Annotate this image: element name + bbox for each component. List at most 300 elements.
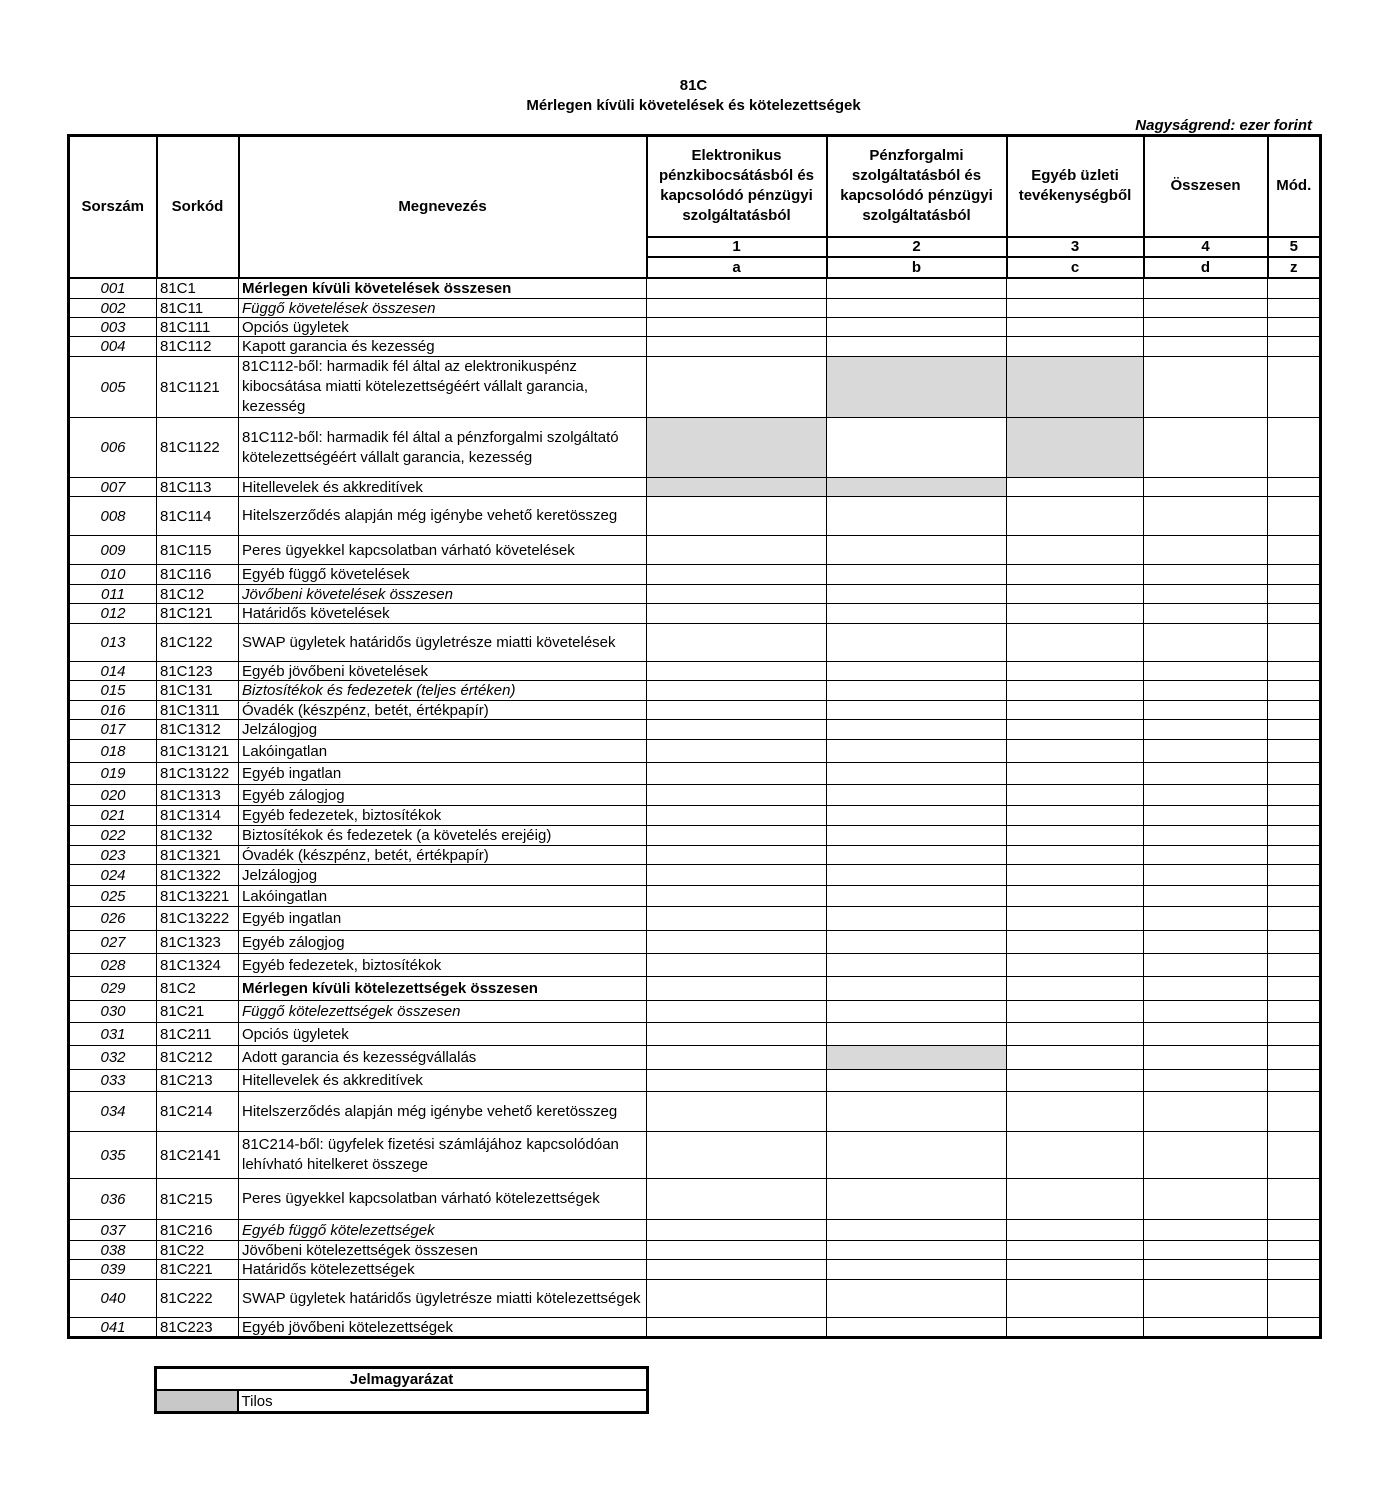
header-num-4: 4 xyxy=(1144,237,1268,257)
input-cell-a[interactable] xyxy=(647,865,827,886)
input-cell-b[interactable] xyxy=(827,1092,1007,1132)
input-cell-c[interactable] xyxy=(1007,478,1144,497)
input-cell-z[interactable] xyxy=(1268,1132,1321,1179)
input-cell-b[interactable] xyxy=(827,1318,1007,1338)
input-cell-d[interactable] xyxy=(1144,886,1268,907)
input-cell-b[interactable] xyxy=(827,865,1007,886)
row-code: 81C214 xyxy=(157,1092,239,1132)
row-name: 81C112-ből: harmadik fél által a pénzforgalmi szolgáltató kötelezettségéért vállalt garancia, kezesség xyxy=(239,418,647,478)
row-name: Egyéb zálogjog xyxy=(239,785,647,806)
input-cell-b[interactable] xyxy=(827,846,1007,865)
input-cell-z[interactable] xyxy=(1268,1220,1321,1241)
table-row xyxy=(69,585,1321,604)
input-cell-z[interactable] xyxy=(1268,865,1321,886)
input-cell-a[interactable] xyxy=(647,1070,827,1092)
input-cell-b[interactable] xyxy=(827,954,1007,977)
input-cell-z[interactable] xyxy=(1268,1260,1321,1280)
input-cell-b[interactable] xyxy=(827,681,1007,701)
input-cell-c[interactable] xyxy=(1007,740,1144,763)
input-cell-z[interactable] xyxy=(1268,1001,1321,1023)
input-cell-c[interactable] xyxy=(1007,1046,1144,1070)
row-name: Határidős követelések xyxy=(239,604,647,624)
input-cell-z[interactable] xyxy=(1268,931,1321,954)
input-cell-b[interactable] xyxy=(827,886,1007,907)
input-cell-d[interactable] xyxy=(1144,478,1268,497)
row-code: 81C115 xyxy=(157,536,239,565)
input-cell-a[interactable] xyxy=(647,1001,827,1023)
row-number: 013 xyxy=(69,624,157,662)
row-number: 014 xyxy=(69,662,157,681)
row-name: Biztosítékok és fedezetek (teljes értéken) xyxy=(239,681,647,701)
input-cell-b[interactable] xyxy=(827,278,1007,299)
input-cell-z[interactable] xyxy=(1268,886,1321,907)
input-cell-z[interactable] xyxy=(1268,701,1321,720)
table-row xyxy=(69,1220,1321,1241)
input-cell-a[interactable] xyxy=(647,318,827,337)
input-cell-b[interactable] xyxy=(827,1241,1007,1260)
input-cell-c[interactable] xyxy=(1007,585,1144,604)
row-number: 028 xyxy=(69,954,157,977)
input-cell-d[interactable] xyxy=(1144,1260,1268,1280)
input-cell-a[interactable] xyxy=(647,662,827,681)
input-cell-c[interactable] xyxy=(1007,1318,1144,1338)
input-cell-d[interactable] xyxy=(1144,278,1268,299)
input-cell-c[interactable] xyxy=(1007,299,1144,318)
input-cell-a[interactable] xyxy=(647,720,827,740)
row-name: Egyéb zálogjog xyxy=(239,931,647,954)
input-cell-z[interactable] xyxy=(1268,763,1321,785)
row-number: 009 xyxy=(69,536,157,565)
input-cell-z[interactable] xyxy=(1268,681,1321,701)
forbidden-cell-a xyxy=(647,418,827,478)
input-cell-z[interactable] xyxy=(1268,785,1321,806)
input-cell-c[interactable] xyxy=(1007,1280,1144,1318)
input-cell-b[interactable] xyxy=(827,565,1007,585)
input-cell-z[interactable] xyxy=(1268,907,1321,931)
report-table xyxy=(67,134,1322,1339)
table-row xyxy=(69,907,1321,931)
row-number: 041 xyxy=(69,1318,157,1338)
row-number: 040 xyxy=(69,1280,157,1318)
input-cell-a[interactable] xyxy=(647,1046,827,1070)
row-name: 81C214-ből: ügyfelek fizetési számlájához kapcsolódóan lehívható hitelkeret összege xyxy=(239,1132,647,1179)
input-cell-a[interactable] xyxy=(647,536,827,565)
row-number: 015 xyxy=(69,681,157,701)
forbidden-cell-c xyxy=(1007,357,1144,418)
row-name: Egyéb fedezetek, biztosítékok xyxy=(239,954,647,977)
input-cell-d[interactable] xyxy=(1144,1280,1268,1318)
table-row xyxy=(69,478,1321,497)
row-name: Függő kötelezettségek összesen xyxy=(239,1001,647,1023)
input-cell-b[interactable] xyxy=(827,536,1007,565)
input-cell-d[interactable] xyxy=(1144,497,1268,536)
input-cell-d[interactable] xyxy=(1144,977,1268,1001)
input-cell-z[interactable] xyxy=(1268,806,1321,826)
row-name: Mérlegen kívüli kötelezettségek összesen xyxy=(239,977,647,1001)
input-cell-c[interactable] xyxy=(1007,1023,1144,1046)
input-cell-b[interactable] xyxy=(827,1132,1007,1179)
input-cell-z[interactable] xyxy=(1268,977,1321,1001)
input-cell-b[interactable] xyxy=(827,763,1007,785)
row-name: Lakóingatlan xyxy=(239,886,647,907)
input-cell-c[interactable] xyxy=(1007,785,1144,806)
input-cell-d[interactable] xyxy=(1144,1132,1268,1179)
input-cell-c[interactable] xyxy=(1007,701,1144,720)
input-cell-c[interactable] xyxy=(1007,1092,1144,1132)
input-cell-d[interactable] xyxy=(1144,1179,1268,1220)
input-cell-d[interactable] xyxy=(1144,585,1268,604)
row-name: Egyéb függő követelések xyxy=(239,565,647,585)
input-cell-z[interactable] xyxy=(1268,954,1321,977)
row-name: Egyéb ingatlan xyxy=(239,763,647,785)
input-cell-a[interactable] xyxy=(647,785,827,806)
input-cell-d[interactable] xyxy=(1144,604,1268,624)
input-cell-d[interactable] xyxy=(1144,1001,1268,1023)
input-cell-z[interactable] xyxy=(1268,478,1321,497)
input-cell-a[interactable] xyxy=(647,763,827,785)
row-code: 81C123 xyxy=(157,662,239,681)
input-cell-c[interactable] xyxy=(1007,1241,1144,1260)
input-cell-a[interactable] xyxy=(647,1132,827,1179)
input-cell-z[interactable] xyxy=(1268,299,1321,318)
input-cell-c[interactable] xyxy=(1007,846,1144,865)
table-row xyxy=(69,1132,1321,1179)
input-cell-a[interactable] xyxy=(647,681,827,701)
row-code: 81C13221 xyxy=(157,886,239,907)
input-cell-b[interactable] xyxy=(827,1001,1007,1023)
input-cell-z[interactable] xyxy=(1268,1179,1321,1220)
input-cell-a[interactable] xyxy=(647,1241,827,1260)
header-megnevezes: Megnevezés xyxy=(239,136,647,278)
input-cell-c[interactable] xyxy=(1007,720,1144,740)
input-cell-z[interactable] xyxy=(1268,497,1321,536)
input-cell-b[interactable] xyxy=(827,337,1007,357)
row-name: Jövőbeni követelések összesen xyxy=(239,585,647,604)
input-cell-d[interactable] xyxy=(1144,536,1268,565)
table-row xyxy=(69,720,1321,740)
input-cell-z[interactable] xyxy=(1268,826,1321,846)
input-cell-b[interactable] xyxy=(827,826,1007,846)
input-cell-z[interactable] xyxy=(1268,536,1321,565)
input-cell-b[interactable] xyxy=(827,318,1007,337)
input-cell-c[interactable] xyxy=(1007,565,1144,585)
input-cell-c[interactable] xyxy=(1007,1260,1144,1280)
input-cell-d[interactable] xyxy=(1144,1318,1268,1338)
input-cell-c[interactable] xyxy=(1007,318,1144,337)
input-cell-b[interactable] xyxy=(827,1260,1007,1280)
input-cell-c[interactable] xyxy=(1007,907,1144,931)
input-cell-b[interactable] xyxy=(827,1023,1007,1046)
row-name: Jelzálogjog xyxy=(239,720,647,740)
input-cell-d[interactable] xyxy=(1144,954,1268,977)
input-cell-a[interactable] xyxy=(647,931,827,954)
input-cell-z[interactable] xyxy=(1268,662,1321,681)
row-code: 81C1122 xyxy=(157,418,239,478)
input-cell-z[interactable] xyxy=(1268,624,1321,662)
input-cell-a[interactable] xyxy=(647,565,827,585)
input-cell-d[interactable] xyxy=(1144,662,1268,681)
input-cell-a[interactable] xyxy=(647,1280,827,1318)
row-number: 023 xyxy=(69,846,157,865)
table-row xyxy=(69,785,1321,806)
input-cell-c[interactable] xyxy=(1007,681,1144,701)
input-cell-b[interactable] xyxy=(827,624,1007,662)
header-num-1: 1 xyxy=(647,237,827,257)
row-code: 81C112 xyxy=(157,337,239,357)
input-cell-a[interactable] xyxy=(647,954,827,977)
input-cell-a[interactable] xyxy=(647,886,827,907)
row-code: 81C1311 xyxy=(157,701,239,720)
input-cell-z[interactable] xyxy=(1268,337,1321,357)
input-cell-d[interactable] xyxy=(1144,1092,1268,1132)
input-cell-b[interactable] xyxy=(827,740,1007,763)
input-cell-b[interactable] xyxy=(827,662,1007,681)
input-cell-d[interactable] xyxy=(1144,1220,1268,1241)
input-cell-c[interactable] xyxy=(1007,954,1144,977)
input-cell-c[interactable] xyxy=(1007,662,1144,681)
row-code: 81C1314 xyxy=(157,806,239,826)
input-cell-b[interactable] xyxy=(827,720,1007,740)
input-cell-d[interactable] xyxy=(1144,624,1268,662)
input-cell-d[interactable] xyxy=(1144,1241,1268,1260)
input-cell-b[interactable] xyxy=(827,1280,1007,1318)
row-code: 81C12 xyxy=(157,585,239,604)
input-cell-c[interactable] xyxy=(1007,763,1144,785)
input-cell-d[interactable] xyxy=(1144,720,1268,740)
row-name: Óvadék (készpénz, betét, értékpapír) xyxy=(239,846,647,865)
input-cell-d[interactable] xyxy=(1144,1070,1268,1092)
table-row xyxy=(69,846,1321,865)
row-code: 81C212 xyxy=(157,1046,239,1070)
row-code: 81C13222 xyxy=(157,907,239,931)
input-cell-a[interactable] xyxy=(647,826,827,846)
input-cell-a[interactable] xyxy=(647,1092,827,1132)
row-number: 012 xyxy=(69,604,157,624)
input-cell-z[interactable] xyxy=(1268,318,1321,337)
input-cell-d[interactable] xyxy=(1144,785,1268,806)
header-col4: Összesen xyxy=(1144,136,1268,237)
input-cell-c[interactable] xyxy=(1007,1220,1144,1241)
input-cell-a[interactable] xyxy=(647,357,827,418)
row-code: 81C1313 xyxy=(157,785,239,806)
row-number: 024 xyxy=(69,865,157,886)
row-name: Határidős kötelezettségek xyxy=(239,1260,647,1280)
row-number: 016 xyxy=(69,701,157,720)
input-cell-d[interactable] xyxy=(1144,931,1268,954)
row-number: 026 xyxy=(69,907,157,931)
table-row xyxy=(69,740,1321,763)
row-number: 006 xyxy=(69,418,157,478)
input-cell-d[interactable] xyxy=(1144,565,1268,585)
input-cell-a[interactable] xyxy=(647,977,827,1001)
input-cell-a[interactable] xyxy=(647,701,827,720)
row-name: Hitellevelek és akkreditívek xyxy=(239,478,647,497)
table-row xyxy=(69,1001,1321,1023)
input-cell-z[interactable] xyxy=(1268,1318,1321,1338)
input-cell-a[interactable] xyxy=(647,907,827,931)
header-num-3: 3 xyxy=(1007,237,1144,257)
input-cell-a[interactable] xyxy=(647,585,827,604)
input-cell-b[interactable] xyxy=(827,907,1007,931)
row-name: Mérlegen kívüli követelések összesen xyxy=(239,278,647,299)
input-cell-z[interactable] xyxy=(1268,604,1321,624)
input-cell-b[interactable] xyxy=(827,701,1007,720)
input-cell-c[interactable] xyxy=(1007,1001,1144,1023)
input-cell-a[interactable] xyxy=(647,624,827,662)
input-cell-a[interactable] xyxy=(647,337,827,357)
input-cell-d[interactable] xyxy=(1144,763,1268,785)
input-cell-z[interactable] xyxy=(1268,846,1321,865)
row-name: Hitelszerződés alapján még igénybe vehető keretösszeg xyxy=(239,497,647,536)
input-cell-c[interactable] xyxy=(1007,826,1144,846)
input-cell-c[interactable] xyxy=(1007,536,1144,565)
input-cell-z[interactable] xyxy=(1268,1070,1321,1092)
input-cell-b[interactable] xyxy=(827,806,1007,826)
input-cell-z[interactable] xyxy=(1268,565,1321,585)
table-row xyxy=(69,806,1321,826)
input-cell-d[interactable] xyxy=(1144,907,1268,931)
table-row xyxy=(69,624,1321,662)
input-cell-a[interactable] xyxy=(647,278,827,299)
input-cell-z[interactable] xyxy=(1268,740,1321,763)
input-cell-a[interactable] xyxy=(647,1260,827,1280)
row-number: 035 xyxy=(69,1132,157,1179)
input-cell-d[interactable] xyxy=(1144,1046,1268,1070)
input-cell-d[interactable] xyxy=(1144,681,1268,701)
input-cell-a[interactable] xyxy=(647,1023,827,1046)
row-name: Jövőbeni kötelezettségek összesen xyxy=(239,1241,647,1260)
input-cell-b[interactable] xyxy=(827,1070,1007,1092)
input-cell-a[interactable] xyxy=(647,497,827,536)
input-cell-z[interactable] xyxy=(1268,1092,1321,1132)
input-cell-d[interactable] xyxy=(1144,846,1268,865)
table-row xyxy=(69,604,1321,624)
input-cell-a[interactable] xyxy=(647,806,827,826)
input-cell-d[interactable] xyxy=(1144,806,1268,826)
input-cell-c[interactable] xyxy=(1007,865,1144,886)
row-name: Hitelszerződés alapján még igénybe vehető keretösszeg xyxy=(239,1092,647,1132)
input-cell-a[interactable] xyxy=(647,846,827,865)
row-number: 025 xyxy=(69,886,157,907)
forbidden-cell-b xyxy=(827,357,1007,418)
input-cell-z[interactable] xyxy=(1268,1280,1321,1318)
input-cell-c[interactable] xyxy=(1007,1132,1144,1179)
forbidden-cell-a xyxy=(647,478,827,497)
input-cell-a[interactable] xyxy=(647,1220,827,1241)
input-cell-b[interactable] xyxy=(827,1220,1007,1241)
input-cell-b[interactable] xyxy=(827,604,1007,624)
input-cell-b[interactable] xyxy=(827,931,1007,954)
table-row xyxy=(69,337,1321,357)
row-number: 004 xyxy=(69,337,157,357)
input-cell-c[interactable] xyxy=(1007,604,1144,624)
input-cell-b[interactable] xyxy=(827,785,1007,806)
row-number: 032 xyxy=(69,1046,157,1070)
input-cell-b[interactable] xyxy=(827,585,1007,604)
row-name: Opciós ügyletek xyxy=(239,318,647,337)
input-cell-c[interactable] xyxy=(1007,931,1144,954)
input-cell-z[interactable] xyxy=(1268,357,1321,418)
input-cell-d[interactable] xyxy=(1144,865,1268,886)
input-cell-d[interactable] xyxy=(1144,740,1268,763)
table-row xyxy=(69,1023,1321,1046)
input-cell-a[interactable] xyxy=(647,740,827,763)
input-cell-d[interactable] xyxy=(1144,357,1268,418)
input-cell-c[interactable] xyxy=(1007,977,1144,1001)
input-cell-b[interactable] xyxy=(827,299,1007,318)
input-cell-c[interactable] xyxy=(1007,624,1144,662)
input-cell-c[interactable] xyxy=(1007,278,1144,299)
input-cell-a[interactable] xyxy=(647,1318,827,1338)
row-name: Jelzálogjog xyxy=(239,865,647,886)
row-code: 81C215 xyxy=(157,1179,239,1220)
row-code: 81C22 xyxy=(157,1241,239,1260)
input-cell-d[interactable] xyxy=(1144,299,1268,318)
row-name: Biztosítékok és fedezetek (a követelés erejéig) xyxy=(239,826,647,846)
row-number: 008 xyxy=(69,497,157,536)
input-cell-z[interactable] xyxy=(1268,1241,1321,1260)
input-cell-c[interactable] xyxy=(1007,497,1144,536)
row-code: 81C122 xyxy=(157,624,239,662)
input-cell-c[interactable] xyxy=(1007,1070,1144,1092)
row-code: 81C1321 xyxy=(157,846,239,865)
input-cell-d[interactable] xyxy=(1144,337,1268,357)
input-cell-b[interactable] xyxy=(827,977,1007,1001)
input-cell-z[interactable] xyxy=(1268,1023,1321,1046)
input-cell-b[interactable] xyxy=(827,1179,1007,1220)
input-cell-z[interactable] xyxy=(1268,585,1321,604)
row-number: 010 xyxy=(69,565,157,585)
row-name: SWAP ügyletek határidős ügyletrésze miatti kötelezettségek xyxy=(239,1280,647,1318)
input-cell-b[interactable] xyxy=(827,418,1007,478)
input-cell-z[interactable] xyxy=(1268,1046,1321,1070)
row-name: Peres ügyekkel kapcsolatban várható kötelezettségek xyxy=(239,1179,647,1220)
input-cell-d[interactable] xyxy=(1144,826,1268,846)
input-cell-z[interactable] xyxy=(1268,278,1321,299)
input-cell-z[interactable] xyxy=(1268,720,1321,740)
row-name: Adott garancia és kezességvállalás xyxy=(239,1046,647,1070)
input-cell-c[interactable] xyxy=(1007,1179,1144,1220)
input-cell-d[interactable] xyxy=(1144,701,1268,720)
row-name: Peres ügyekkel kapcsolatban várható követelések xyxy=(239,536,647,565)
input-cell-b[interactable] xyxy=(827,497,1007,536)
row-name: Függő követelések összesen xyxy=(239,299,647,318)
input-cell-a[interactable] xyxy=(647,604,827,624)
row-number: 001 xyxy=(69,278,157,299)
input-cell-d[interactable] xyxy=(1144,1023,1268,1046)
input-cell-c[interactable] xyxy=(1007,337,1144,357)
row-code: 81C216 xyxy=(157,1220,239,1241)
input-cell-a[interactable] xyxy=(647,299,827,318)
input-cell-d[interactable] xyxy=(1144,318,1268,337)
header-sorkod: Sorkód xyxy=(157,136,239,278)
unit-note: Nagyságrend: ezer forint xyxy=(1135,117,1312,134)
table-row xyxy=(69,497,1321,536)
input-cell-d[interactable] xyxy=(1144,418,1268,478)
row-name: Hitellevelek és akkreditívek xyxy=(239,1070,647,1092)
input-cell-c[interactable] xyxy=(1007,886,1144,907)
input-cell-z[interactable] xyxy=(1268,418,1321,478)
input-cell-a[interactable] xyxy=(647,1179,827,1220)
table-row xyxy=(69,826,1321,846)
row-name: Egyéb jövőbeni kötelezettségek xyxy=(239,1318,647,1338)
input-cell-c[interactable] xyxy=(1007,806,1144,826)
header-col3: Egyéb üzleti tevékenységből xyxy=(1007,136,1144,237)
row-number: 039 xyxy=(69,1260,157,1280)
table-row xyxy=(69,763,1321,785)
forbidden-cell-b xyxy=(827,478,1007,497)
header-letter-b: b xyxy=(827,257,1007,278)
